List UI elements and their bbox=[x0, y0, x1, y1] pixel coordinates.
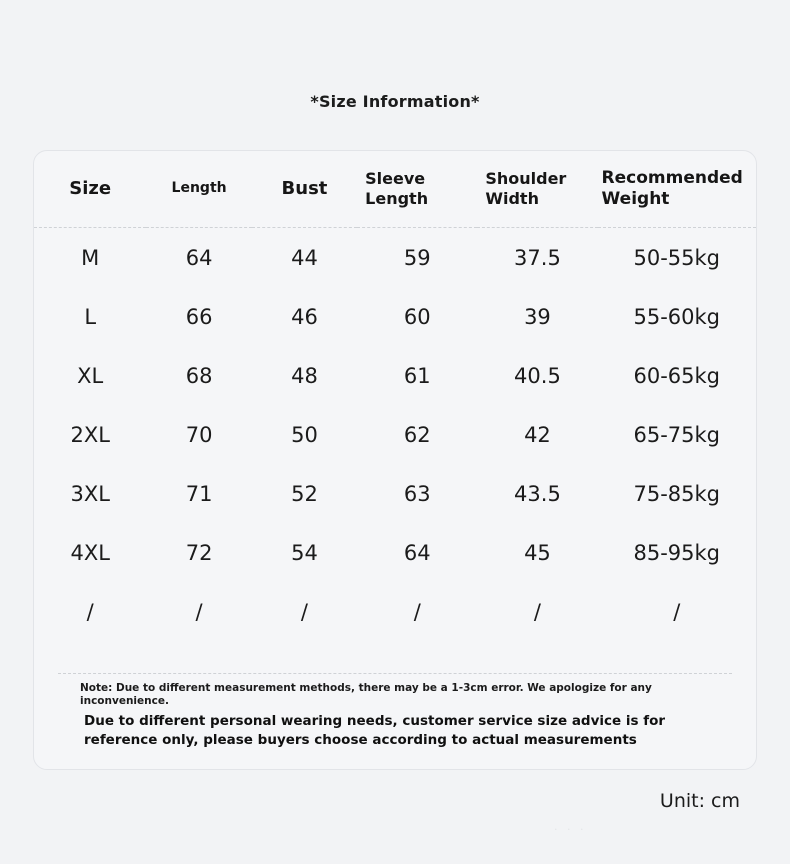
table-header bbox=[34, 151, 756, 228]
cell-weight: 85-95kg bbox=[633, 540, 721, 565]
column-header-recommended-weight bbox=[598, 151, 756, 228]
cell-size: 3XL bbox=[70, 481, 110, 506]
cell-length: 68 bbox=[185, 363, 213, 388]
cell-shoulder: 37.5 bbox=[477, 228, 597, 288]
cell-weight: 60-65kg bbox=[633, 363, 721, 388]
cell-shoulder: 39 bbox=[524, 304, 551, 329]
cell-shoulder: 42 bbox=[524, 422, 551, 447]
unit-label: Unit: cm bbox=[659, 790, 740, 812]
table-row bbox=[34, 464, 756, 523]
note-size-advice: Due to different personal wearing needs, customer service size advice is for reference only, please buyers choose according to actual measurements bbox=[84, 712, 666, 749]
cell-size: 2XL bbox=[70, 422, 110, 447]
watermark: · · · bbox=[554, 823, 587, 836]
cell-size: / bbox=[86, 599, 94, 624]
cell-length: 66 bbox=[185, 304, 213, 329]
column-header-sleeve-line2: Length bbox=[365, 189, 429, 208]
cell-length: 72 bbox=[185, 540, 213, 565]
column-header-sleeve-line1: Sleeve bbox=[365, 169, 426, 188]
notes-section bbox=[34, 673, 756, 751]
cell-weight: 75-85kg bbox=[633, 481, 721, 506]
cell-shoulder: / bbox=[533, 599, 541, 624]
column-header-shoulder-line1: Shoulder bbox=[485, 169, 567, 188]
cell-length: 64 bbox=[146, 228, 251, 288]
column-header-bust: Bust bbox=[281, 177, 328, 199]
column-header-shoulder-width bbox=[477, 151, 597, 228]
cell-shoulder: 43.5 bbox=[514, 481, 561, 506]
cell-length: / bbox=[195, 599, 203, 624]
cell-bust: 52 bbox=[291, 481, 318, 506]
table-row bbox=[34, 287, 756, 346]
column-header-weight-line1: Recommended bbox=[601, 167, 743, 188]
cell-bust: / bbox=[300, 599, 308, 624]
cell-sleeve: / bbox=[413, 599, 421, 624]
cell-bust: 54 bbox=[291, 540, 318, 565]
table-body bbox=[34, 228, 756, 642]
cell-size: 4XL bbox=[70, 540, 110, 565]
column-header-size: Size bbox=[69, 177, 112, 199]
notes-divider bbox=[58, 673, 732, 674]
cell-sleeve: 62 bbox=[403, 422, 431, 447]
table-row bbox=[34, 228, 756, 288]
note-measurement-error: Note: Due to different measurement methods, there may be a 1-3cm error. We apologize for any inconvenience. bbox=[80, 681, 652, 707]
table-row bbox=[34, 523, 756, 582]
cell-bust: 44 bbox=[252, 228, 357, 288]
cell-bust: 48 bbox=[291, 363, 318, 388]
table-row bbox=[34, 582, 756, 641]
cell-weight: / bbox=[673, 599, 681, 624]
cell-weight: 55-60kg bbox=[633, 304, 721, 329]
cell-length: 70 bbox=[185, 422, 213, 447]
table-row bbox=[34, 405, 756, 464]
cell-sleeve: 60 bbox=[403, 304, 431, 329]
cell-weight: 65-75kg bbox=[633, 422, 721, 447]
size-table bbox=[34, 151, 756, 641]
cell-sleeve: 59 bbox=[357, 228, 477, 288]
cell-sleeve: 64 bbox=[403, 540, 431, 565]
cell-sleeve: 61 bbox=[403, 363, 431, 388]
column-header-length: Length bbox=[171, 180, 227, 197]
cell-length: 71 bbox=[185, 481, 213, 506]
page-title: *Size Information* bbox=[310, 92, 480, 111]
column-header-sleeve-length bbox=[357, 151, 477, 228]
cell-bust: 46 bbox=[291, 304, 318, 329]
table-row bbox=[34, 346, 756, 405]
column-header-shoulder-line2: Width bbox=[485, 189, 539, 208]
cell-shoulder: 40.5 bbox=[514, 363, 561, 388]
cell-shoulder: 45 bbox=[524, 540, 551, 565]
cell-size: M bbox=[34, 228, 146, 288]
cell-sleeve: 63 bbox=[403, 481, 431, 506]
column-header-weight-line2: Weight bbox=[601, 189, 670, 209]
cell-weight: 50-55kg bbox=[598, 228, 756, 288]
header-row bbox=[34, 151, 756, 228]
cell-bust: 50 bbox=[291, 422, 318, 447]
cell-size: XL bbox=[77, 363, 104, 388]
cell-size: L bbox=[84, 304, 97, 329]
